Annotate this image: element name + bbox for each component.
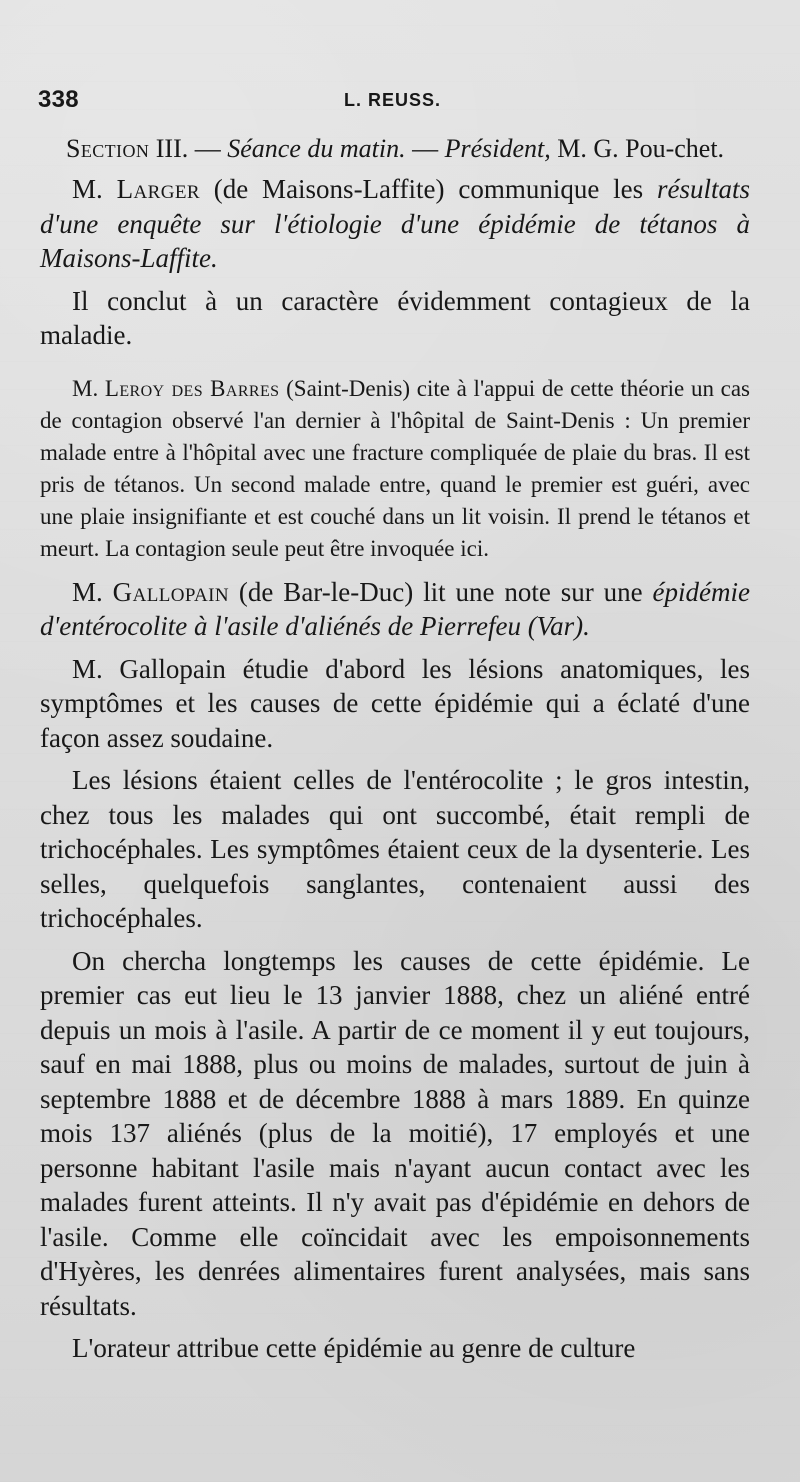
- president-name: M. G. Pou-chet.: [550, 134, 725, 163]
- paragraph-6: Les lésions étaient celles de l'entérocolite ; le gros intestin, chez tous les malades qui ont succombé, était rempli de trichocéphales. Les symptômes étaient ceux de la dysenterie. Les selles, quelquefois sanglantes, contenaient aussi des trichocéphales.: [40, 765, 750, 933]
- paragraph-5: M. Gallopain étudie d'abord les lésions anatomiques, les symptômes et les causes de cette épidémie qui a éclaté d'une façon assez soudaine.: [40, 653, 750, 753]
- paragraph-4-name: Gallopain: [112, 576, 230, 607]
- paragraph-7: On chercha longtemps les causes de cette épidémie. Le premier cas eut lieu le 13 janvier 1888, chez un aliéné entré depuis un mois à l'asile. A partir de ce moment il y eut toujours, sauf en mai 1888, plus ou moins de malades, surtout de juin à septembre 1888 et de décembre 1888 à mars 1889. En quinze mois 137 aliénés (plus de la moitié), 17 employés et une personne habitant l'asile mais n'ayant aucun contact avec les malades furent atteints. Il n'y avait pas d'épidémie en dehors de l'asile. Comme elle coïncidait avec les empoisonnements d'Hyères, les denrées alimentaires furent analysées, mais sans résultats.: [40, 945, 750, 1321]
- paragraph-4-italic: épidémie d'entérocolite à l'asile d'aliénés de Pierrefeu (Var).: [40, 576, 750, 641]
- paragraph-2: Il conclut à un caractère évidemment contagieux de la maladie.: [40, 285, 750, 350]
- paragraph-3-name: Leroy des Barres: [104, 375, 280, 401]
- paragraph-4-rest: (de Bar-le-Duc) lit une note sur une: [229, 576, 653, 607]
- paragraph-1-lead: M.: [72, 174, 117, 204]
- paragraph-1: [40, 172, 750, 276]
- paragraph-3: [40, 373, 750, 565]
- paragraph-4: [40, 575, 750, 644]
- page-header: [38, 86, 750, 116]
- session-paragraph: [40, 132, 750, 166]
- president-label: Président,: [444, 134, 551, 163]
- paragraph-1-italic: résultats d'une enquête sur l'étiologie d'une épidémie de tétanos à Maisons-Laffite.: [40, 174, 751, 273]
- paragraph-8: L'orateur attribue cette épidémie au genre de culture: [72, 1333, 636, 1363]
- page-number: 338: [38, 86, 79, 113]
- section-label: Section: [66, 134, 150, 163]
- section-rest: III. —: [149, 134, 228, 163]
- paragraph-1-rest: (de Maisons-Laffite) communique les: [199, 174, 657, 204]
- running-head: L. REUSS.: [344, 90, 442, 110]
- paragraph-4-lead: M.: [72, 576, 113, 607]
- paragraph-3-rest: (Saint-Denis) cite à l'appui de cette théorie un cas de contagion observé l'an dernier à l'hôpital de Saint-Denis : Un premier malade entre à l'hôpital avec une fracture compliquée de plaie du bras. Il est pris de tétanos. Un second malade entre, quand le premier est guéri, avec une plaie insignifiante et est couché dans un lit voisin. Il prend le tétanos et meurt. La contagion seule peut être invoquée ici.: [40, 375, 751, 561]
- paragraph-1-name: Larger: [116, 174, 200, 204]
- president-separator: —: [405, 134, 445, 163]
- paragraph-3-lead: M.: [72, 375, 105, 401]
- document-body: [40, 132, 750, 1374]
- seance-label: Séance du matin.: [227, 134, 406, 163]
